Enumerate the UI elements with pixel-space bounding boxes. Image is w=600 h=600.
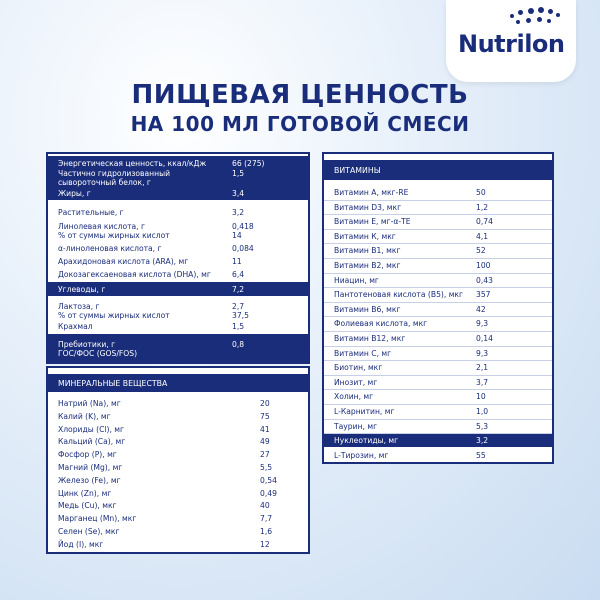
row-label: Витамин D3, мкг bbox=[334, 202, 402, 212]
row-value: 11 bbox=[232, 257, 242, 266]
row-value: 42 bbox=[476, 304, 486, 314]
table-row bbox=[48, 500, 308, 512]
row-value: 1,5 bbox=[232, 322, 245, 331]
row-value: 7,7 bbox=[260, 514, 273, 524]
row-label: Пребиотики, г ГОС/ФОС (GOS/FOS) bbox=[58, 340, 138, 358]
row-value: 50 bbox=[476, 188, 486, 197]
table-row bbox=[324, 317, 552, 330]
table-row bbox=[48, 220, 308, 240]
table-row bbox=[324, 303, 552, 316]
row-label: Калий (K), мг bbox=[58, 411, 111, 421]
row-value: 5,3 bbox=[476, 421, 489, 431]
table-row bbox=[48, 398, 308, 410]
row-label: Витамин В1, мкг bbox=[334, 246, 401, 256]
row-value: 1,6 bbox=[260, 527, 273, 536]
row-value: 0,49 bbox=[260, 488, 277, 498]
row-value: 27 bbox=[260, 450, 270, 460]
row-value: 49 bbox=[260, 437, 270, 447]
row-label: Пантотеновая кислота (В5), мкг bbox=[334, 290, 464, 300]
table-row bbox=[48, 488, 308, 500]
table-row bbox=[324, 332, 552, 345]
row-label: Железо (Fe), мг bbox=[58, 475, 121, 485]
row-value: 4,1 bbox=[476, 231, 489, 241]
vitamins-header-label: ВИТАМИНЫ bbox=[334, 166, 381, 175]
table-row bbox=[324, 201, 552, 214]
table-row bbox=[48, 334, 308, 362]
row-label: Кальций (Ca), мг bbox=[58, 437, 126, 447]
row-value: 6,4 bbox=[232, 270, 245, 279]
table-row bbox=[48, 282, 308, 296]
row-label: Фолиевая кислота, мкг bbox=[334, 319, 428, 329]
row-value: 1,2 bbox=[476, 202, 489, 212]
table-row bbox=[324, 274, 552, 287]
row-value: 55 bbox=[476, 450, 486, 460]
row-value: 10 bbox=[476, 392, 486, 402]
row-value: 0,74 bbox=[476, 217, 493, 227]
table-row bbox=[324, 405, 552, 418]
row-label: Инозит, мг bbox=[334, 377, 378, 387]
row-value: 12 bbox=[260, 539, 270, 549]
minerals-table bbox=[46, 366, 310, 554]
table-row bbox=[48, 526, 308, 538]
page-subtitle: НА 100 МЛ ГОТОВОЙ СМЕСИ bbox=[130, 112, 470, 136]
row-value: 3,7 bbox=[476, 377, 489, 387]
table-row bbox=[324, 420, 552, 433]
table-row bbox=[48, 436, 308, 448]
row-label: Таурин, мг bbox=[334, 421, 378, 431]
minerals-header bbox=[48, 374, 308, 392]
row-label: Цинк (Zn), мг bbox=[58, 488, 112, 498]
table-row bbox=[324, 186, 552, 199]
row-value: 1,5 bbox=[232, 169, 245, 178]
row-label: Ниацин, мг bbox=[334, 275, 379, 285]
row-label: Биотин, мкг bbox=[334, 363, 383, 373]
brand-logo-card bbox=[446, 0, 576, 82]
row-value: 75 bbox=[260, 411, 270, 421]
row-label: L-Тирозин, мг bbox=[334, 450, 389, 460]
table-row bbox=[48, 475, 308, 487]
table-row bbox=[324, 376, 552, 389]
table-row bbox=[48, 255, 308, 267]
table-row bbox=[48, 206, 308, 218]
vitamins-header bbox=[324, 160, 552, 180]
table-row bbox=[48, 300, 308, 320]
table-row bbox=[48, 268, 308, 280]
row-label: Марганец (Mn), мкг bbox=[58, 514, 137, 524]
row-value: 100 bbox=[476, 261, 491, 270]
table-row bbox=[324, 288, 552, 301]
row-value: 357 bbox=[476, 290, 491, 300]
row-label: Углеводы, г bbox=[58, 285, 106, 294]
row-value: 0,084 bbox=[232, 244, 254, 253]
table-row bbox=[324, 390, 552, 403]
row-label: Йод (I), мкг bbox=[58, 539, 104, 549]
row-value: 0,418 14 bbox=[232, 222, 254, 240]
row-label: Витамин В12, мкг bbox=[334, 334, 406, 343]
row-label: Магний (Mg), мг bbox=[58, 463, 123, 472]
row-value: 3,2 bbox=[476, 436, 489, 446]
table-row bbox=[324, 449, 552, 462]
table-row bbox=[324, 230, 552, 243]
row-label: Витамин С, мг bbox=[334, 348, 392, 358]
row-value: 2,7 37,5 bbox=[232, 302, 249, 320]
table-row bbox=[324, 244, 552, 257]
energy-block bbox=[48, 156, 308, 200]
table-row bbox=[324, 434, 552, 447]
row-value: 0,54 bbox=[260, 475, 277, 485]
table-row bbox=[48, 411, 308, 423]
row-label: Крахмал bbox=[58, 322, 93, 331]
row-label: Хлориды (Cl), мг bbox=[58, 424, 125, 434]
row-value: 3,4 bbox=[232, 189, 245, 198]
nutrition-table bbox=[46, 152, 310, 364]
page-title: ПИЩЕВАЯ ЦЕННОСТЬ bbox=[131, 80, 469, 110]
row-label: Линолевая кислота, г % от суммы жирных кислот bbox=[58, 222, 170, 240]
row-value: 3,2 bbox=[232, 208, 245, 217]
row-label: α-линоленовая кислота, г bbox=[58, 244, 162, 253]
row-label: Арахидоновая кислота (ARA), мг bbox=[58, 257, 189, 266]
row-value: 2,1 bbox=[476, 363, 489, 373]
row-label: Жиры, г bbox=[58, 189, 91, 198]
row-value: 40 bbox=[260, 501, 270, 511]
brand-name: Nutrilon bbox=[458, 30, 565, 58]
row-label: Медь (Cu), мкг bbox=[58, 501, 117, 511]
row-label: Фосфор (P), мг bbox=[58, 450, 117, 460]
row-label: Натрий (Na), мг bbox=[58, 399, 121, 408]
row-label: Витамин А, мкг-RE bbox=[334, 188, 409, 197]
table-row bbox=[48, 449, 308, 461]
row-value: 7,2 bbox=[232, 285, 245, 294]
row-label: Растительные, г bbox=[58, 208, 124, 217]
row-value: 9,3 bbox=[476, 319, 489, 329]
table-row bbox=[324, 215, 552, 228]
table-row bbox=[48, 242, 308, 254]
row-label: Витамин В6, мкг bbox=[334, 304, 401, 314]
row-label: Энергетическая ценность, ккал/кДж bbox=[58, 159, 207, 168]
row-label: Витамин К, мкг bbox=[334, 231, 396, 241]
row-value: 0,43 bbox=[476, 275, 493, 285]
table-row bbox=[48, 539, 308, 551]
row-value: 0,8 bbox=[232, 340, 245, 349]
table-row bbox=[324, 361, 552, 374]
row-label: Лактоза, г % от суммы жирных кислот bbox=[58, 302, 170, 320]
table-row bbox=[48, 320, 308, 332]
minerals-header-label: МИНЕРАЛЬНЫЕ ВЕЩЕСТВА bbox=[58, 379, 168, 388]
row-label: Частично гидролизованный сывороточный белок, г bbox=[58, 169, 171, 187]
row-label: Селен (Se), мкг bbox=[58, 527, 120, 536]
row-value: 20 bbox=[260, 399, 270, 408]
table-row bbox=[324, 347, 552, 360]
table-row bbox=[48, 424, 308, 436]
row-label: Витамин В2, мкг bbox=[334, 261, 401, 270]
table-row bbox=[48, 513, 308, 525]
row-value: 5,5 bbox=[260, 463, 273, 472]
row-label: Докозагексаеновая кислота (DHA), мг bbox=[58, 270, 211, 279]
table-row bbox=[48, 462, 308, 474]
vitamins-table bbox=[322, 152, 554, 464]
row-value: 41 bbox=[260, 424, 270, 434]
row-label: Нуклеотиды, мг bbox=[334, 436, 399, 446]
table-row bbox=[324, 259, 552, 272]
row-value: 52 bbox=[476, 246, 486, 256]
row-label: Витамин Е, мг-α-TE bbox=[334, 217, 411, 227]
row-value: 0,14 bbox=[476, 334, 493, 343]
row-value: 9,3 bbox=[476, 348, 489, 358]
row-label: L-Карнитин, мг bbox=[334, 407, 395, 416]
row-value: 66 (275) bbox=[232, 159, 265, 168]
row-value: 1,0 bbox=[476, 407, 489, 416]
row-label: Холин, мг bbox=[334, 392, 374, 402]
